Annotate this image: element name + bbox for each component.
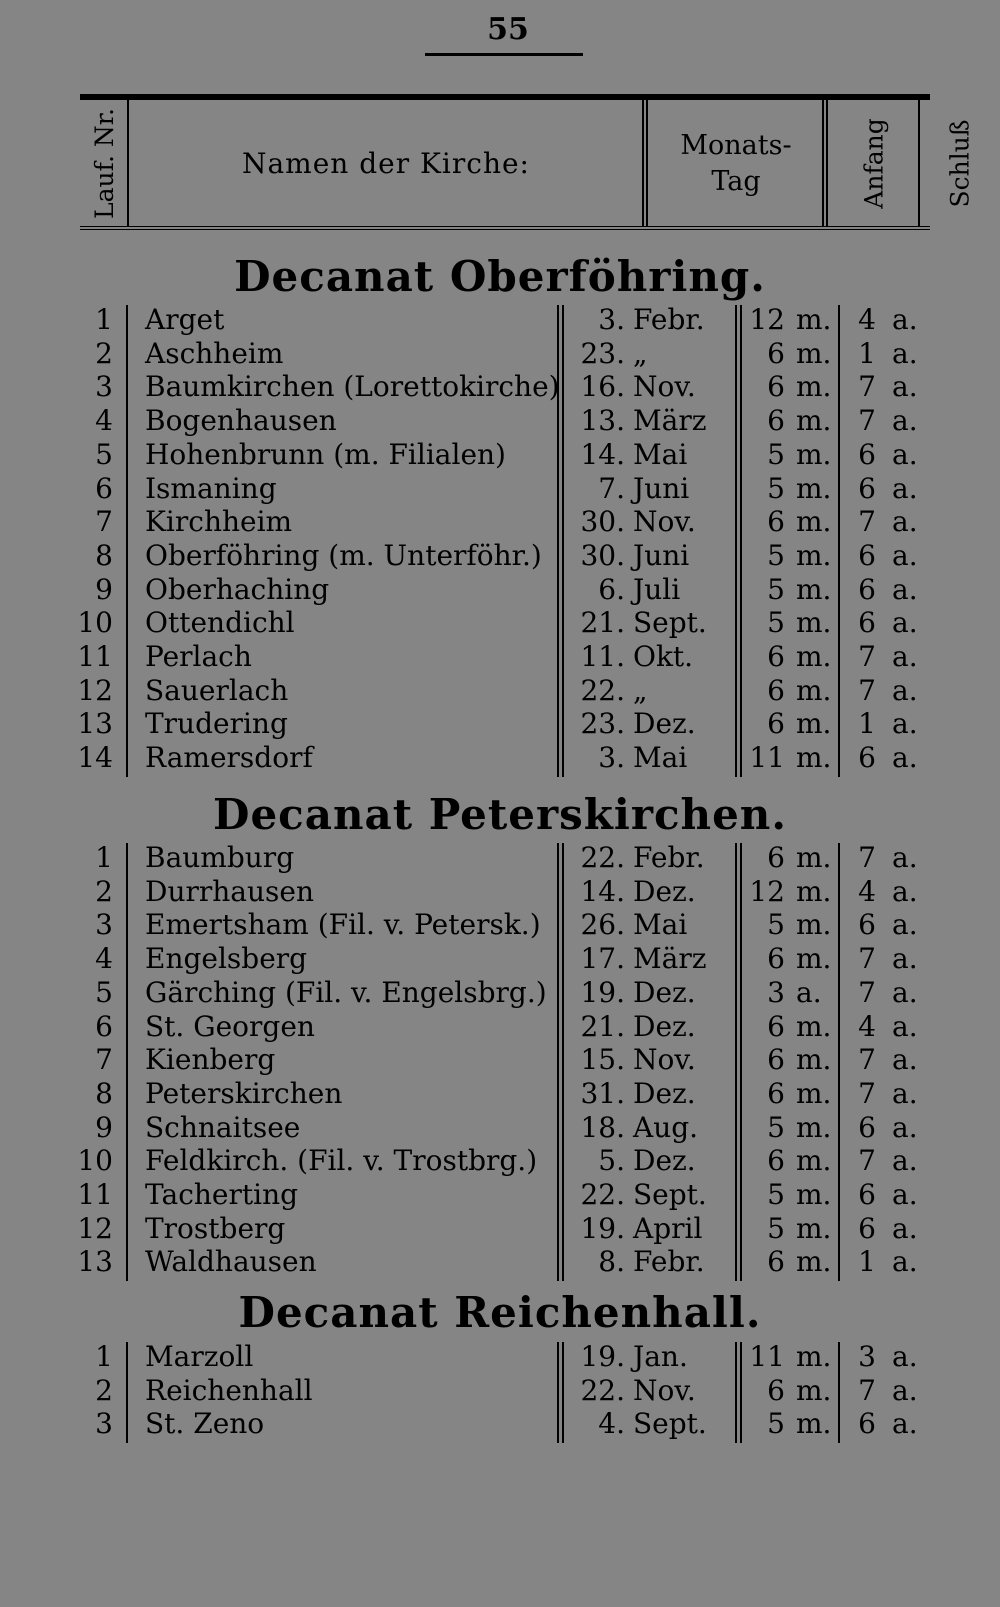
row-number: 3	[95, 370, 113, 404]
end-period: a.	[892, 1076, 918, 1110]
start-period: m.	[796, 841, 832, 874]
start-hour: 6	[767, 841, 785, 874]
row-number: 10	[77, 1144, 113, 1178]
month-name: Dez.	[633, 707, 696, 741]
end-period: a.	[892, 640, 918, 673]
start-period: m.	[796, 874, 832, 908]
month-day: 14.	[580, 874, 625, 908]
month-day: 7.	[598, 471, 625, 505]
church-name: Perlach	[145, 640, 252, 673]
start-period: m.	[796, 303, 832, 336]
header-divider	[822, 100, 828, 226]
church-name: Ramersdorf	[145, 741, 313, 775]
month-name: Dez.	[633, 874, 696, 908]
month-day: 31.	[580, 1076, 625, 1110]
church-name: St. Georgen	[145, 1009, 315, 1043]
church-name: Oberföhring (m. Unterföhr.)	[145, 538, 542, 572]
start-period: m.	[796, 1043, 832, 1077]
start-period: m.	[796, 1407, 832, 1441]
header-schluss-label: Schluß	[945, 118, 975, 208]
month-day: 13.	[580, 404, 625, 438]
start-hour: 6	[767, 1076, 785, 1110]
start-hour: 6	[767, 404, 785, 438]
start-hour: 6	[767, 1009, 785, 1043]
end-hour: 4	[858, 1009, 876, 1043]
end-hour: 6	[858, 1110, 876, 1144]
table-row	[0, 472, 1000, 505]
table-row	[0, 1144, 1000, 1177]
church-name: Reichenhall	[145, 1373, 313, 1407]
church-name: Feldkirch. (Fil. v. Trostbrg.)	[145, 1144, 538, 1178]
row-number: 9	[95, 1110, 113, 1144]
start-period: m.	[796, 1245, 832, 1279]
month-name: Nov.	[633, 1373, 696, 1407]
end-period: a.	[892, 1373, 918, 1407]
month-name: Febr.	[633, 303, 705, 336]
start-period: m.	[796, 1211, 832, 1245]
start-hour: 6	[767, 942, 785, 976]
month-day: 21.	[580, 1009, 625, 1043]
month-name: April	[633, 1211, 703, 1245]
start-hour: 6	[767, 370, 785, 404]
end-period: a.	[892, 841, 918, 874]
start-hour: 6	[767, 1373, 785, 1407]
end-hour: 1	[858, 336, 876, 370]
month-day: 30.	[580, 505, 625, 539]
table-row	[0, 573, 1000, 606]
table-row	[0, 337, 1000, 370]
month-name: Aug.	[633, 1110, 699, 1144]
row-number: 4	[95, 942, 113, 976]
church-name: Kirchheim	[145, 505, 293, 539]
header-anfang	[830, 100, 918, 226]
table-row	[0, 404, 1000, 437]
start-period: m.	[796, 1340, 832, 1373]
row-number: 11	[77, 640, 113, 673]
month-name: Nov.	[633, 505, 696, 539]
row-number: 2	[95, 874, 113, 908]
header-divider	[127, 100, 129, 226]
church-name: Waldhausen	[145, 1245, 317, 1279]
month-name: März	[633, 404, 707, 438]
row-number: 14	[77, 741, 113, 775]
end-period: a.	[892, 1245, 918, 1279]
month-name: Mai	[633, 741, 688, 775]
table-row	[0, 1111, 1000, 1144]
table-row	[0, 908, 1000, 941]
month-name: Dez.	[633, 975, 696, 1009]
end-period: a.	[892, 1211, 918, 1245]
month-day: 14.	[580, 437, 625, 471]
month-day: 23.	[580, 707, 625, 741]
end-period: a.	[892, 1043, 918, 1077]
month-day: 21.	[580, 606, 625, 640]
month-name: Nov.	[633, 370, 696, 404]
start-period: m.	[796, 437, 832, 471]
table-row	[0, 1043, 1000, 1076]
end-hour: 6	[858, 538, 876, 572]
end-period: a.	[892, 370, 918, 404]
end-period: a.	[892, 673, 918, 707]
table-row	[0, 606, 1000, 639]
church-name: Aschheim	[145, 336, 284, 370]
month-name: Dez.	[633, 1144, 696, 1178]
start-period: m.	[796, 640, 832, 673]
start-hour: 5	[767, 1178, 785, 1211]
month-day: 26.	[580, 908, 625, 942]
row-number: 7	[95, 505, 113, 539]
month-day: 6.	[598, 572, 625, 606]
end-hour: 6	[858, 437, 876, 471]
end-period: a.	[892, 606, 918, 640]
end-hour: 7	[858, 505, 876, 539]
church-name: Oberhaching	[145, 572, 330, 606]
end-period: a.	[892, 975, 918, 1009]
start-period: m.	[796, 471, 832, 505]
table-row	[0, 640, 1000, 673]
start-hour: 6	[767, 1245, 785, 1279]
start-hour: 6	[767, 1043, 785, 1077]
end-hour: 7	[858, 370, 876, 404]
table-row	[0, 1212, 1000, 1245]
table-row	[0, 942, 1000, 975]
end-period: a.	[892, 572, 918, 606]
month-name: Okt.	[633, 640, 694, 673]
row-number: 1	[95, 841, 113, 874]
end-period: a.	[892, 874, 918, 908]
header-name	[130, 100, 642, 226]
end-period: a.	[892, 942, 918, 976]
start-hour: 11	[749, 1340, 785, 1373]
month-name: Jan.	[633, 1340, 688, 1373]
start-period: m.	[796, 1178, 832, 1211]
section-title: Decanat Peterskirchen.	[213, 790, 787, 839]
end-period: a.	[892, 303, 918, 336]
end-period: a.	[892, 741, 918, 775]
start-period: m.	[796, 505, 832, 539]
church-name: Arget	[145, 303, 225, 336]
church-name: Marzoll	[145, 1340, 254, 1373]
month-day: 4.	[598, 1407, 625, 1441]
start-hour: 6	[767, 1144, 785, 1178]
row-number: 5	[95, 437, 113, 471]
month-name: Febr.	[633, 841, 705, 874]
start-hour: 5	[767, 1407, 785, 1441]
month-name: Sept.	[633, 1407, 707, 1441]
church-name: Hohenbrunn (m. Filialen)	[145, 437, 506, 471]
header-laufnr-label: Lauf. Nr.	[89, 107, 119, 219]
month-name: Sept.	[633, 1178, 707, 1211]
month-name: Nov.	[633, 1043, 696, 1077]
month-day: 23.	[580, 336, 625, 370]
header-tag-line1: Monats-	[680, 130, 792, 161]
table-row	[0, 674, 1000, 707]
table-row	[0, 1245, 1000, 1278]
table-row	[0, 438, 1000, 471]
row-number: 10	[77, 606, 113, 640]
church-name: St. Zeno	[145, 1407, 265, 1441]
end-hour: 7	[858, 1373, 876, 1407]
start-period: m.	[796, 707, 832, 741]
month-name: „	[633, 336, 648, 370]
church-name: Sauerlach	[145, 673, 289, 707]
end-hour: 6	[858, 471, 876, 505]
end-hour: 1	[858, 1245, 876, 1279]
row-number: 4	[95, 404, 113, 438]
table-row	[0, 370, 1000, 403]
end-hour: 6	[858, 572, 876, 606]
month-name: Juni	[633, 471, 690, 505]
header-divider	[642, 100, 648, 226]
end-period: a.	[892, 336, 918, 370]
start-period: m.	[796, 606, 832, 640]
section-title: Decanat Oberföhring.	[234, 252, 766, 301]
row-number: 2	[95, 336, 113, 370]
header-anfang-label: Anfang	[859, 117, 889, 209]
church-name: Gärching (Fil. v. Engelsbrg.)	[145, 975, 547, 1009]
start-period: m.	[796, 1009, 832, 1043]
church-name: Schnaitsee	[145, 1110, 301, 1144]
header-laufnr	[80, 100, 128, 226]
month-day: 5.	[598, 1144, 625, 1178]
month-day: 22.	[580, 1178, 625, 1211]
start-period: m.	[796, 1110, 832, 1144]
table-row	[0, 1178, 1000, 1211]
end-hour: 1	[858, 707, 876, 741]
table-row	[0, 303, 1000, 336]
start-hour: 6	[767, 673, 785, 707]
table-row	[0, 505, 1000, 538]
end-hour: 6	[858, 606, 876, 640]
month-day: 22.	[580, 841, 625, 874]
row-number: 8	[95, 538, 113, 572]
church-name: Trudering	[145, 707, 288, 741]
table-row	[0, 841, 1000, 874]
page-number: 55	[487, 12, 529, 47]
section-title: Decanat Reichenhall.	[238, 1288, 762, 1337]
month-day: 18.	[580, 1110, 625, 1144]
church-name: Peterskirchen	[145, 1076, 343, 1110]
end-period: a.	[892, 1407, 918, 1441]
row-number: 11	[77, 1178, 113, 1211]
start-hour: 5	[767, 538, 785, 572]
start-hour: 12	[749, 303, 785, 336]
month-day: 16.	[580, 370, 625, 404]
end-hour: 7	[858, 841, 876, 874]
table-row	[0, 1010, 1000, 1043]
start-hour: 6	[767, 505, 785, 539]
church-name: Baumburg	[145, 841, 295, 874]
end-hour: 7	[858, 1043, 876, 1077]
end-hour: 7	[858, 942, 876, 976]
start-hour: 3	[767, 975, 785, 1009]
end-hour: 4	[858, 303, 876, 336]
end-hour: 7	[858, 673, 876, 707]
row-number: 13	[77, 1245, 113, 1279]
table-row	[0, 1340, 1000, 1373]
row-number: 1	[95, 1340, 113, 1373]
row-number: 2	[95, 1373, 113, 1407]
page-number-rule	[425, 53, 583, 56]
end-period: a.	[892, 437, 918, 471]
start-period: a.	[796, 975, 822, 1009]
start-hour: 5	[767, 437, 785, 471]
month-name: Juli	[633, 572, 681, 606]
start-hour: 5	[767, 1211, 785, 1245]
month-name: Febr.	[633, 1245, 705, 1279]
month-day: 19.	[580, 1211, 625, 1245]
start-period: m.	[796, 404, 832, 438]
end-period: a.	[892, 1009, 918, 1043]
start-period: m.	[796, 572, 832, 606]
end-period: a.	[892, 1144, 918, 1178]
end-hour: 7	[858, 1076, 876, 1110]
church-name: Bogenhausen	[145, 404, 337, 438]
end-period: a.	[892, 404, 918, 438]
table-row	[0, 1407, 1000, 1440]
row-number: 9	[95, 572, 113, 606]
start-hour: 5	[767, 471, 785, 505]
end-period: a.	[892, 1340, 918, 1373]
end-period: a.	[892, 505, 918, 539]
row-number: 3	[95, 1407, 113, 1441]
church-name: Trostberg	[145, 1211, 286, 1245]
header-tag	[650, 100, 822, 226]
table-header	[80, 94, 975, 230]
month-day: 8.	[598, 1245, 625, 1279]
church-name: Ottendichl	[145, 606, 295, 640]
end-hour: 7	[858, 975, 876, 1009]
church-name: Emertsham (Fil. v. Petersk.)	[145, 908, 541, 942]
start-hour: 6	[767, 640, 785, 673]
month-name: Dez.	[633, 1009, 696, 1043]
start-hour: 6	[767, 707, 785, 741]
start-period: m.	[796, 370, 832, 404]
table-row	[0, 875, 1000, 908]
start-hour: 5	[767, 572, 785, 606]
row-number: 12	[77, 673, 113, 707]
start-period: m.	[796, 741, 832, 775]
church-name: Ismaning	[145, 471, 277, 505]
end-hour: 7	[858, 640, 876, 673]
row-number: 6	[95, 471, 113, 505]
month-day: 3.	[598, 303, 625, 336]
start-hour: 6	[767, 336, 785, 370]
church-name: Durrhausen	[145, 874, 314, 908]
month-name: Sept.	[633, 606, 707, 640]
table-row	[0, 741, 1000, 774]
row-number: 12	[77, 1211, 113, 1245]
month-day: 17.	[580, 942, 625, 976]
end-hour: 4	[858, 874, 876, 908]
table-row	[0, 1374, 1000, 1407]
end-period: a.	[892, 707, 918, 741]
end-period: a.	[892, 1178, 918, 1211]
row-number: 6	[95, 1009, 113, 1043]
row-number: 13	[77, 707, 113, 741]
start-hour: 12	[749, 874, 785, 908]
month-day: 11.	[580, 640, 625, 673]
start-period: m.	[796, 336, 832, 370]
header-schluss	[920, 100, 1000, 226]
start-period: m.	[796, 673, 832, 707]
end-hour: 6	[858, 1178, 876, 1211]
table-row	[0, 539, 1000, 572]
end-period: a.	[892, 471, 918, 505]
start-period: m.	[796, 1373, 832, 1407]
table-row	[0, 976, 1000, 1009]
start-period: m.	[796, 1076, 832, 1110]
start-hour: 5	[767, 1110, 785, 1144]
table-row	[0, 707, 1000, 740]
church-name: Tacherting	[145, 1178, 299, 1211]
church-name: Kienberg	[145, 1043, 276, 1077]
row-number: 1	[95, 303, 113, 336]
start-hour: 11	[749, 741, 785, 775]
end-period: a.	[892, 908, 918, 942]
month-name: Mai	[633, 908, 688, 942]
end-hour: 6	[858, 1211, 876, 1245]
end-hour: 7	[858, 1144, 876, 1178]
row-number: 3	[95, 908, 113, 942]
month-day: 19.	[580, 1340, 625, 1373]
header-name-label: Namen der Kirche:	[241, 146, 530, 180]
end-period: a.	[892, 538, 918, 572]
start-hour: 5	[767, 908, 785, 942]
table-row	[0, 1077, 1000, 1110]
end-period: a.	[892, 1110, 918, 1144]
church-name: Baumkirchen (Lorettokirche)	[145, 370, 560, 404]
row-number: 8	[95, 1076, 113, 1110]
end-hour: 7	[858, 404, 876, 438]
row-number: 7	[95, 1043, 113, 1077]
row-number: 5	[95, 975, 113, 1009]
month-name: Juni	[633, 538, 690, 572]
month-day: 19.	[580, 975, 625, 1009]
start-period: m.	[796, 1144, 832, 1178]
month-name: „	[633, 673, 648, 707]
end-hour: 3	[858, 1340, 876, 1373]
end-hour: 6	[858, 741, 876, 775]
month-name: März	[633, 942, 707, 976]
start-hour: 5	[767, 606, 785, 640]
month-day: 22.	[580, 673, 625, 707]
start-period: m.	[796, 942, 832, 976]
month-day: 30.	[580, 538, 625, 572]
end-hour: 6	[858, 908, 876, 942]
month-day: 22.	[580, 1373, 625, 1407]
header-tag-line2: Tag	[711, 166, 761, 197]
month-name: Mai	[633, 437, 688, 471]
end-hour: 6	[858, 1407, 876, 1441]
start-period: m.	[796, 538, 832, 572]
month-day: 3.	[598, 741, 625, 775]
start-period: m.	[796, 908, 832, 942]
church-name: Engelsberg	[145, 942, 308, 976]
month-day: 15.	[580, 1043, 625, 1077]
month-name: Dez.	[633, 1076, 696, 1110]
